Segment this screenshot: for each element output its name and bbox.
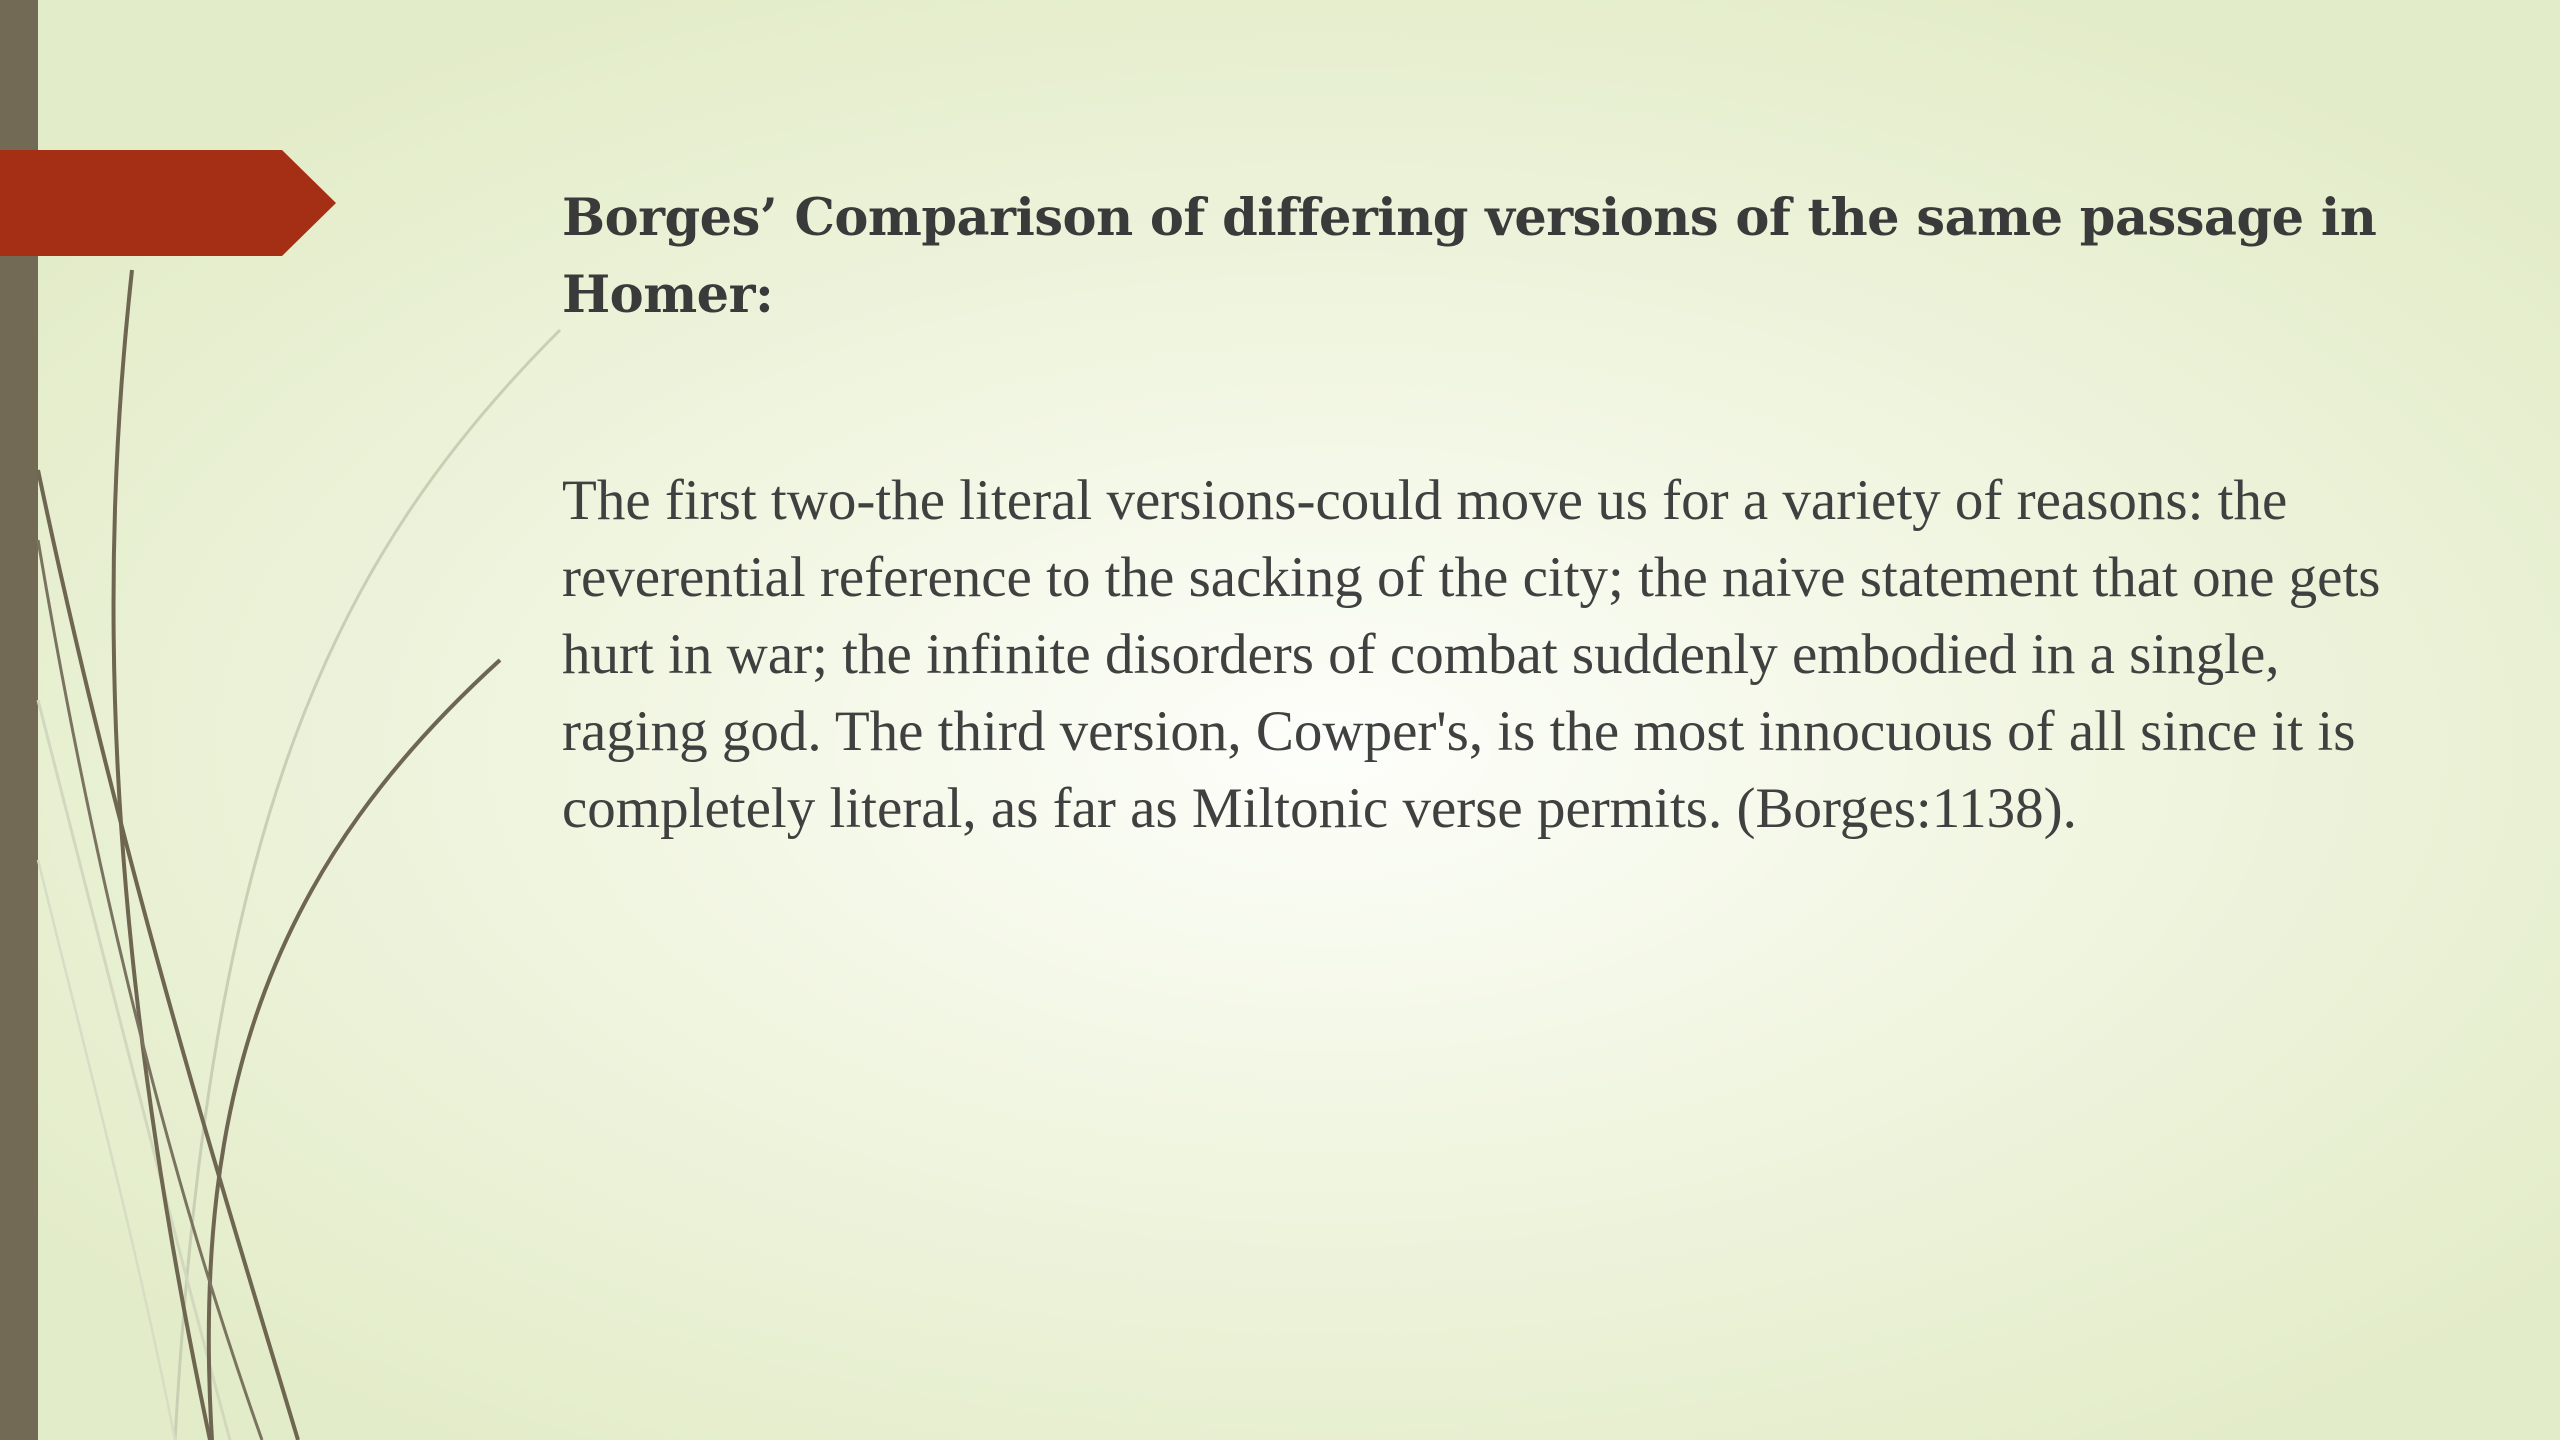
light-curve bbox=[175, 330, 560, 1440]
dark-curve bbox=[38, 470, 298, 1440]
slide-title: Borges’ Comparison of differing versions of the same passage in Homer: bbox=[562, 188, 2377, 325]
slide-body-text: The first two-the literal versions-could move us for a variety of reasons: the reverential reference to the sacking of the city; the naive statement that one gets hurt in war; the infinite disorders of combat suddenly embodied in a single, raging god. The third version, Cowper's, is the most innocuous of all since it is completely literal, as far as Miltonic verse permits. (Borges:1138). bbox=[562, 469, 2381, 840]
light-curve bbox=[38, 700, 230, 1440]
dark-curve bbox=[209, 660, 500, 1440]
title-arrow-tab bbox=[0, 150, 336, 256]
